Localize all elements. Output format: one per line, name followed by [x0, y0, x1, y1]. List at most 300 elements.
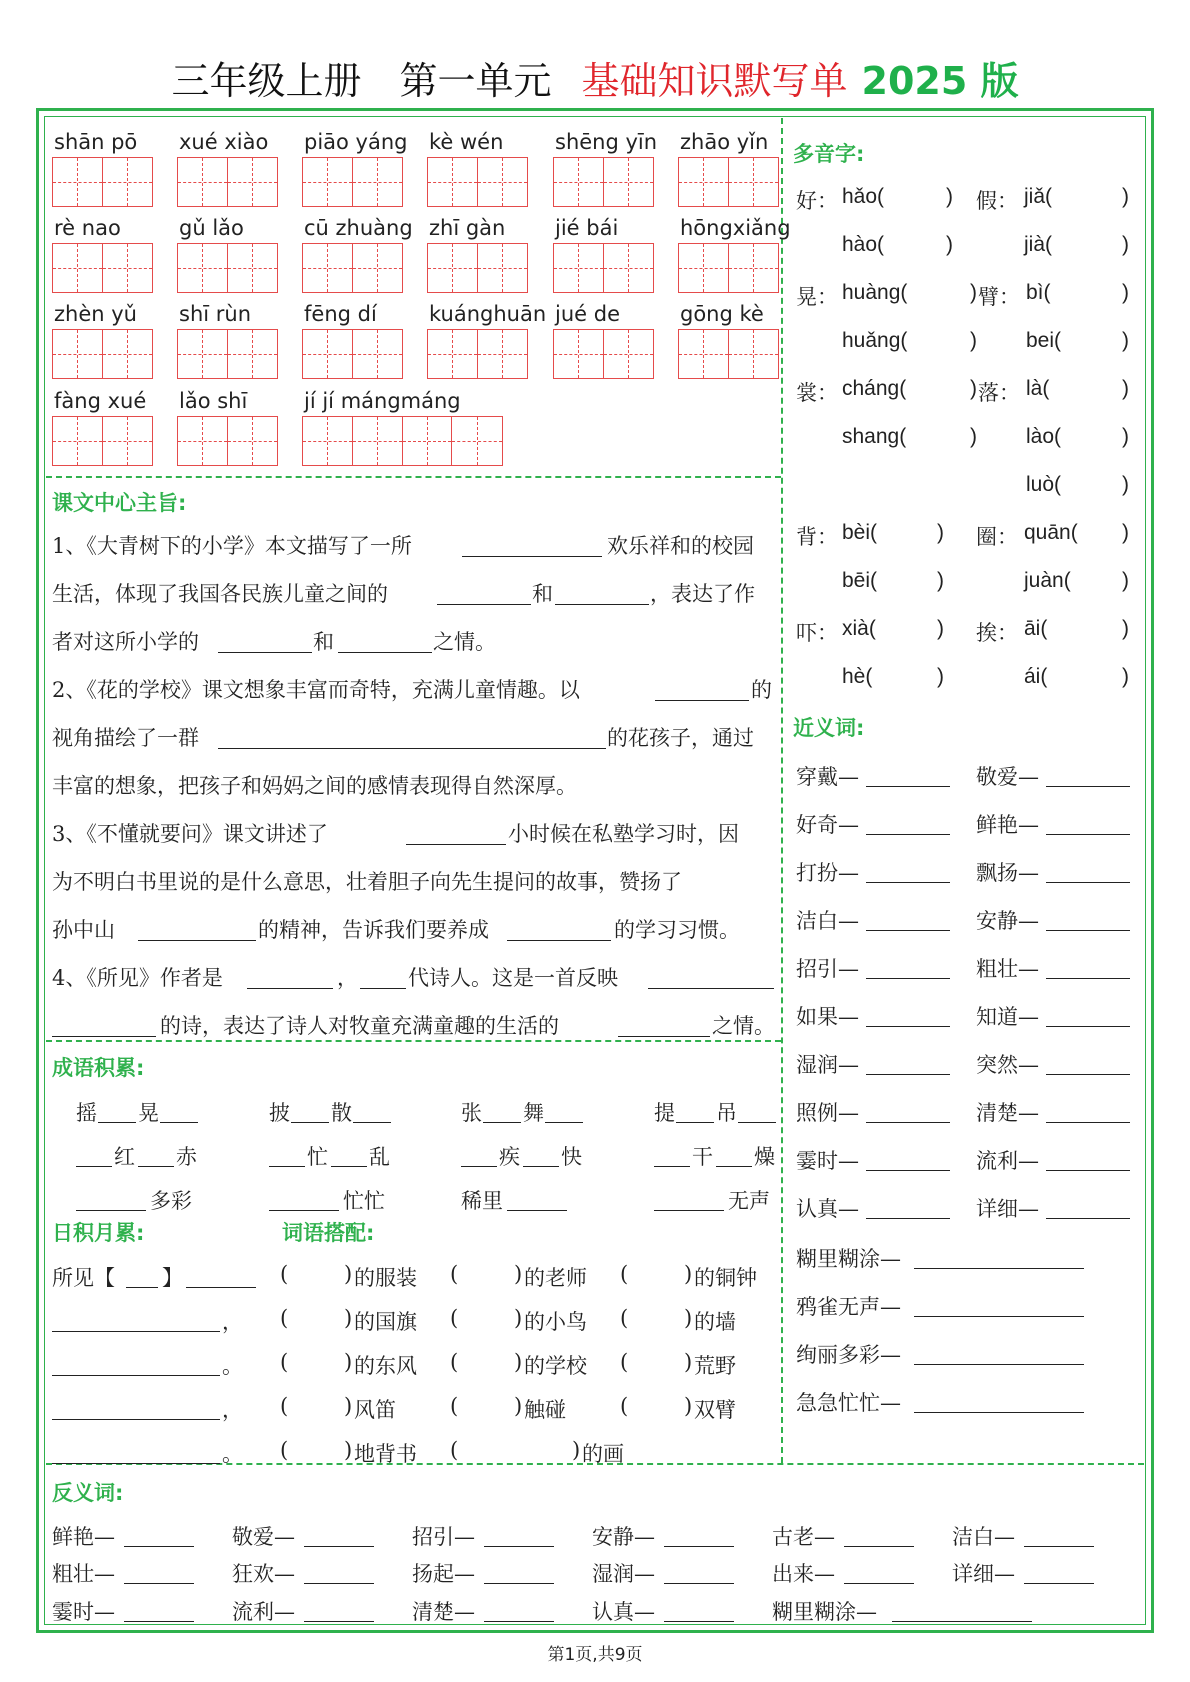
jinyi-blank[interactable] [866, 978, 950, 979]
duoyin-reading: hè( [842, 665, 873, 688]
jinyi-blank[interactable] [866, 1074, 950, 1075]
writing-cell[interactable] [679, 158, 729, 206]
riji-line[interactable] [52, 1331, 220, 1332]
duoyin-paren: ) [937, 617, 944, 640]
duoyin-reading: huàng( [842, 281, 908, 304]
jinyi-blank[interactable] [1046, 786, 1130, 787]
duoyin-reading: huǎng( [842, 329, 908, 352]
jinyi-word: 穿戴— [796, 765, 859, 789]
fanyi-blank[interactable] [844, 1583, 914, 1584]
jinyi-blank[interactable] [1046, 1074, 1130, 1075]
duoyin-paren: ) [937, 521, 944, 544]
duoyin-paren: ) [1122, 233, 1129, 256]
kewen-text: 的花孩子，通过 [607, 726, 754, 750]
writing-grid[interactable] [427, 329, 528, 379]
duoyin-char: 假： [976, 190, 1018, 213]
writing-cell[interactable] [228, 244, 278, 292]
fanyi-blank[interactable] [1024, 1546, 1094, 1547]
jinyi-blank[interactable] [866, 1170, 950, 1171]
kewen-text: 之情。 [433, 630, 496, 654]
writing-cell[interactable] [729, 158, 779, 206]
fanyi-blank[interactable] [484, 1546, 554, 1547]
section-chengyu: 成语积累: [52, 1056, 145, 1080]
jinyi-blank[interactable] [1046, 930, 1130, 931]
jinyi-blank[interactable] [914, 1268, 1084, 1269]
pinyin-label: fēng dí [304, 302, 377, 326]
writing-cell[interactable] [103, 158, 153, 206]
chengyu-char: 晃 [138, 1101, 159, 1125]
riji-line[interactable] [52, 1463, 220, 1464]
kewen-blank[interactable] [338, 652, 432, 653]
pinyin-label: jué de [555, 302, 620, 326]
fanyi-blank[interactable] [1024, 1583, 1094, 1584]
duoyin-reading: bèi( [842, 521, 878, 544]
kewen-text: 代诗人。这是一首反映 [408, 966, 618, 990]
writing-cell[interactable] [53, 158, 103, 206]
dapei-word: 的服装 [354, 1266, 417, 1290]
kewen-blank[interactable] [648, 988, 774, 989]
writing-grid[interactable] [553, 243, 654, 293]
jinyi-blank[interactable] [866, 1218, 950, 1219]
chengyu-blank[interactable] [483, 1122, 521, 1123]
jinyi-word: 流利— [976, 1149, 1039, 1173]
chengyu-blank[interactable] [523, 1166, 559, 1167]
duoyin-char: 晃： [796, 286, 838, 309]
chengyu-blank[interactable] [353, 1122, 391, 1123]
duoyin-paren: ) [1122, 377, 1129, 400]
duoyin-paren: ) [1122, 425, 1129, 448]
writing-cell[interactable] [228, 158, 278, 206]
pinyin-label: zhāo yǐn [680, 130, 769, 154]
chengyu-char: 乱 [369, 1145, 390, 1169]
jinyi-blank[interactable] [914, 1316, 1084, 1317]
writing-grid[interactable] [177, 243, 278, 293]
dapei-word: 的画 [582, 1442, 624, 1466]
kewen-text: 的 [751, 678, 772, 702]
fanyi-word: 粗壮— [52, 1562, 115, 1586]
chengyu-blank[interactable] [676, 1122, 714, 1123]
duoyin-paren: ) [946, 233, 953, 256]
riji-punct: ， [222, 1398, 243, 1422]
fanyi-word: 敬爱— [232, 1525, 295, 1549]
pinyin-label: piāo yáng [304, 130, 408, 154]
duoyin-char: 圈： [976, 526, 1018, 549]
writing-cell[interactable] [428, 244, 478, 292]
jinyi-blank[interactable] [866, 930, 950, 931]
dapei-word: 的墙 [694, 1310, 736, 1334]
kewen-text: 丰富的想象，把孩子和妈妈之间的感情表现得自然深厚。 [52, 774, 577, 798]
duoyin-char: 臂： [978, 286, 1020, 309]
kewen-text: 2、《花的学校》课文想象丰富而奇特，充满儿童情趣。以 [52, 678, 580, 702]
dapei-paren: ( [620, 1350, 629, 1374]
writing-cell[interactable] [103, 330, 153, 378]
writing-grid[interactable] [678, 157, 779, 207]
dapei-word: 的东风 [354, 1354, 417, 1378]
writing-cell[interactable] [178, 244, 228, 292]
duoyin-char: 好： [796, 190, 838, 213]
kewen-text: 的精神，告诉我们要养成 [258, 918, 489, 942]
jinyi-blank[interactable] [866, 1026, 950, 1027]
jinyi-word: 鲜艳— [976, 813, 1039, 837]
writing-grid[interactable] [678, 329, 779, 379]
fanyi-blank[interactable] [124, 1546, 194, 1547]
riji-blank[interactable] [126, 1287, 158, 1288]
fanyi-blank[interactable] [304, 1621, 374, 1622]
fanyi-blank[interactable] [664, 1583, 734, 1584]
riji-punct: ， [222, 1310, 243, 1334]
fanyi-blank[interactable] [664, 1546, 734, 1547]
fanyi-word: 认真— [592, 1600, 655, 1624]
fanyi-blank[interactable] [124, 1583, 194, 1584]
chengyu-char: 吊 [716, 1101, 737, 1125]
divider-kewen [46, 1040, 781, 1042]
jinyi-blank[interactable] [914, 1364, 1084, 1365]
duoyin-reading: jià( [1024, 233, 1053, 256]
fanyi-blank[interactable] [124, 1621, 194, 1622]
writing-cell[interactable] [452, 417, 502, 465]
kewen-text: 的学习习惯。 [614, 918, 740, 942]
dapei-word: 风笛 [354, 1398, 396, 1422]
kewen-text: ， [337, 966, 358, 990]
dapei-paren: ) [344, 1438, 353, 1462]
jinyi-word: 打扮— [796, 861, 859, 885]
writing-cell[interactable] [353, 417, 403, 465]
duoyin-char: 落： [978, 382, 1020, 405]
kewen-text: 欢乐祥和的校园 [607, 534, 754, 558]
kewen-blank[interactable] [218, 748, 606, 749]
writing-cell[interactable] [428, 330, 478, 378]
fanyi-blank[interactable] [844, 1546, 914, 1547]
writing-cell[interactable] [554, 158, 604, 206]
kewen-blank[interactable] [52, 1036, 156, 1037]
jinyi-blank[interactable] [1046, 882, 1130, 883]
dapei-paren: ) [514, 1394, 523, 1418]
duoyin-char: 背： [796, 526, 838, 549]
writing-cell[interactable] [428, 158, 478, 206]
dapei-paren: ) [344, 1350, 353, 1374]
riji-line[interactable] [52, 1375, 220, 1376]
chengyu-blank[interactable] [654, 1166, 690, 1167]
jinyi-word: 突然— [976, 1053, 1039, 1077]
writing-grid[interactable] [302, 416, 503, 466]
kewen-blank[interactable] [360, 988, 406, 989]
duoyin-paren: ) [970, 281, 977, 304]
chengyu-blank[interactable] [507, 1210, 567, 1211]
writing-cell[interactable] [554, 330, 604, 378]
duoyin-paren: ) [970, 377, 977, 400]
chengyu-char: 赤 [176, 1145, 197, 1169]
writing-grid[interactable] [52, 329, 153, 379]
dapei-paren: ( [450, 1306, 459, 1330]
writing-grid[interactable] [177, 416, 278, 466]
duoyin-paren: ) [937, 569, 944, 592]
writing-cell[interactable] [303, 158, 353, 206]
kewen-blank[interactable] [437, 604, 531, 605]
dapei-word: 触碰 [524, 1398, 566, 1422]
fanyi-word: 扬起— [412, 1562, 475, 1586]
jinyi-blank[interactable] [1046, 1170, 1130, 1171]
title-subject: 基础知识默写单 [581, 59, 848, 103]
chengyu-blank[interactable] [138, 1166, 174, 1167]
fanyi-blank[interactable] [484, 1583, 554, 1584]
chengyu-blank[interactable] [269, 1166, 305, 1167]
jinyi-blank[interactable] [866, 882, 950, 883]
kewen-text: 4、《所见》作者是 [52, 966, 223, 990]
writing-cell[interactable] [303, 330, 353, 378]
chengyu-blank[interactable] [654, 1210, 724, 1211]
writing-grid[interactable] [302, 243, 403, 293]
writing-cell[interactable] [303, 417, 353, 465]
fanyi-blank[interactable] [664, 1621, 734, 1622]
jinyi-blank[interactable] [866, 786, 950, 787]
divider-pinyin [46, 476, 781, 478]
chengyu-char: 张 [461, 1101, 482, 1125]
duoyin-reading: shang( [842, 425, 907, 448]
dapei-paren: ( [620, 1262, 629, 1286]
dapei-paren: ( [450, 1262, 459, 1286]
jinyi-word: 安静— [976, 909, 1039, 933]
pinyin-label: kè wén [429, 130, 504, 154]
duoyin-reading: bēi( [842, 569, 878, 592]
chengyu-blank[interactable] [331, 1166, 367, 1167]
pinyin-label: jí jí mángmáng [304, 389, 461, 413]
chengyu-blank[interactable] [269, 1210, 339, 1211]
duoyin-reading: ái( [1024, 665, 1048, 688]
dapei-paren: ) [344, 1394, 353, 1418]
writing-cell[interactable] [478, 244, 528, 292]
chengyu-char: 稀里 [461, 1189, 503, 1213]
writing-cell[interactable] [478, 330, 528, 378]
section-fanyi: 反义词: [52, 1481, 124, 1505]
dapei-word: 双臂 [694, 1398, 736, 1422]
jinyi-word: 招引— [796, 957, 859, 981]
writing-cell[interactable] [353, 244, 403, 292]
jinyi-blank[interactable] [1046, 1218, 1130, 1219]
chengyu-blank[interactable] [76, 1166, 112, 1167]
writing-grid[interactable] [678, 243, 779, 293]
jinyi-blank[interactable] [1046, 834, 1130, 835]
jinyi-blank[interactable] [1046, 1122, 1130, 1123]
pinyin-label: cū zhuàng [304, 216, 413, 240]
fanyi-blank[interactable] [304, 1546, 374, 1547]
riji-suffix: 】 [162, 1266, 183, 1290]
kewen-blank[interactable] [138, 940, 256, 941]
chengyu-blank[interactable] [160, 1122, 198, 1123]
writing-cell[interactable] [178, 417, 228, 465]
chengyu-blank[interactable] [716, 1166, 752, 1167]
riji-prefix: 所见【 [52, 1266, 115, 1290]
pinyin-label: zhèn yǔ [54, 302, 137, 326]
kewen-blank[interactable] [555, 604, 649, 605]
duoyin-paren: ) [937, 665, 944, 688]
kewen-text: ，表达了作 [650, 582, 755, 606]
writing-grid[interactable] [553, 157, 654, 207]
kewen-text: 和 [532, 582, 553, 606]
writing-cell[interactable] [353, 158, 403, 206]
kewen-text: 者对这所小学的 [52, 630, 199, 654]
jinyi-blank[interactable] [866, 1122, 950, 1123]
fanyi-word: 招引— [412, 1525, 475, 1549]
dapei-word: 的国旗 [354, 1310, 417, 1334]
chengyu-blank[interactable] [291, 1122, 329, 1123]
chengyu-char: 干 [692, 1145, 713, 1169]
writing-grid[interactable] [302, 329, 403, 379]
fanyi-word: 湿润— [592, 1562, 655, 1586]
riji-line[interactable] [52, 1419, 220, 1420]
fanyi-word: 出来— [772, 1562, 835, 1586]
writing-cell[interactable] [53, 330, 103, 378]
writing-grid[interactable] [52, 157, 153, 207]
writing-cell[interactable] [103, 417, 153, 465]
kewen-blank[interactable] [218, 652, 312, 653]
duoyin-paren: ) [1122, 473, 1129, 496]
writing-cell[interactable] [729, 330, 779, 378]
section-jinyi: 近义词: [793, 716, 865, 740]
writing-grid[interactable] [177, 329, 278, 379]
writing-cell[interactable] [178, 330, 228, 378]
writing-grid[interactable] [427, 243, 528, 293]
dapei-paren: ( [280, 1306, 289, 1330]
pinyin-label: xué xiào [179, 130, 269, 154]
writing-cell[interactable] [53, 417, 103, 465]
kewen-blank[interactable] [507, 940, 611, 941]
dapei-paren: ) [684, 1350, 693, 1374]
duoyin-reading: āi( [1024, 617, 1048, 640]
jinyi-word: 糊里糊涂— [796, 1247, 901, 1271]
section-kewen: 课文中心主旨: [52, 491, 187, 515]
fanyi-word: 安静— [592, 1525, 655, 1549]
pinyin-label: gǔ lǎo [179, 216, 244, 240]
writing-cell[interactable] [679, 330, 729, 378]
writing-cell[interactable] [729, 244, 779, 292]
writing-cell[interactable] [178, 158, 228, 206]
fanyi-word: 清楚— [412, 1600, 475, 1624]
jinyi-word: 粗壮— [976, 957, 1039, 981]
fanyi-blank[interactable] [304, 1583, 374, 1584]
jinyi-blank[interactable] [866, 834, 950, 835]
dapei-paren: ) [684, 1394, 693, 1418]
fanyi-word: 古老— [772, 1525, 835, 1549]
duoyin-reading: bì( [1026, 281, 1051, 304]
writing-cell[interactable] [554, 244, 604, 292]
chengyu-char: 快 [561, 1145, 582, 1169]
kewen-blank[interactable] [406, 844, 506, 845]
chengyu-blank[interactable] [76, 1210, 146, 1211]
writing-cell[interactable] [228, 417, 278, 465]
writing-cell[interactable] [228, 330, 278, 378]
dapei-paren: ) [344, 1262, 353, 1286]
writing-grid[interactable] [52, 416, 153, 466]
riji-blank[interactable] [186, 1287, 256, 1288]
writing-cell[interactable] [103, 244, 153, 292]
jinyi-word: 认真— [796, 1197, 859, 1221]
writing-grid[interactable] [52, 243, 153, 293]
writing-grid[interactable] [177, 157, 278, 207]
page-footer: 第1页,共9页 [547, 1645, 643, 1665]
duoyin-reading: là( [1026, 377, 1050, 400]
dapei-word: 的学校 [524, 1354, 587, 1378]
fanyi-blank[interactable] [892, 1621, 1032, 1622]
writing-cell[interactable] [604, 330, 654, 378]
pinyin-label: jié bái [555, 216, 619, 240]
chengyu-blank[interactable] [545, 1122, 583, 1123]
kewen-blank[interactable] [247, 988, 333, 989]
jinyi-blank[interactable] [914, 1412, 1084, 1413]
writing-cell[interactable] [604, 158, 654, 206]
writing-cell[interactable] [353, 330, 403, 378]
chengyu-blank[interactable] [461, 1166, 497, 1167]
pinyin-label: rè nao [54, 216, 121, 240]
pinyin-label: fàng xué [54, 389, 147, 413]
dapei-paren: ( [620, 1394, 629, 1418]
dapei-paren: ( [450, 1394, 459, 1418]
writing-cell[interactable] [53, 244, 103, 292]
jinyi-blank[interactable] [1046, 978, 1130, 979]
kewen-blank[interactable] [655, 700, 749, 701]
section-duoyin: 多音字: [793, 142, 865, 166]
writing-cell[interactable] [303, 244, 353, 292]
dapei-paren: ) [514, 1350, 523, 1374]
writing-grid[interactable] [302, 157, 403, 207]
chengyu-blank[interactable] [98, 1122, 136, 1123]
kewen-blank[interactable] [618, 1036, 710, 1037]
pinyin-label: kuánghuān [429, 302, 547, 326]
duoyin-reading: lào( [1026, 425, 1062, 448]
writing-cell[interactable] [478, 158, 528, 206]
duoyin-reading: cháng( [842, 377, 907, 400]
jinyi-word: 清楚— [976, 1101, 1039, 1125]
title-grade: 三年级上册 第一单元 [171, 59, 552, 103]
duoyin-paren: ) [1122, 521, 1129, 544]
dapei-paren: ( [620, 1306, 629, 1330]
writing-grid[interactable] [553, 329, 654, 379]
pinyin-label: gōng kè [680, 302, 764, 326]
pinyin-label: shēng yīn [555, 130, 658, 154]
kewen-text: 之情。 [712, 1014, 775, 1038]
section-dapei: 词语搭配: [282, 1221, 375, 1245]
chengyu-char: 忙 [307, 1145, 328, 1169]
kewen-text: 3、《不懂就要问》课文讲述了 [52, 822, 328, 846]
dapei-word: 的小鸟 [524, 1310, 587, 1334]
fanyi-blank[interactable] [484, 1621, 554, 1622]
chengyu-blank[interactable] [738, 1122, 776, 1123]
duoyin-paren: ) [970, 425, 977, 448]
fanyi-word: 洁白— [952, 1525, 1015, 1549]
dapei-paren: ) [572, 1438, 581, 1462]
duoyin-paren: ) [946, 185, 953, 208]
chengyu-char: 红 [114, 1145, 135, 1169]
chengyu-char: 燥 [754, 1145, 775, 1169]
dapei-paren: ( [280, 1262, 289, 1286]
fanyi-word: 糊里糊涂— [772, 1600, 877, 1624]
writing-grid[interactable] [427, 157, 528, 207]
duoyin-reading: xià( [842, 617, 876, 640]
jinyi-blank[interactable] [1046, 1026, 1130, 1027]
chengyu-char: 忙忙 [343, 1189, 385, 1213]
jinyi-word: 鸦雀无声— [796, 1295, 901, 1319]
jinyi-word: 绚丽多彩— [796, 1343, 901, 1367]
pinyin-label: shī rùn [179, 302, 252, 326]
writing-cell[interactable] [679, 244, 729, 292]
dapei-paren: ( [280, 1394, 289, 1418]
pinyin-label: hōngxiǎng [680, 216, 791, 240]
kewen-blank[interactable] [462, 556, 602, 557]
writing-cell[interactable] [604, 244, 654, 292]
jinyi-word: 敬爱— [976, 765, 1039, 789]
kewen-text: 和 [313, 630, 334, 654]
writing-cell[interactable] [403, 417, 453, 465]
jinyi-word: 飘扬— [976, 861, 1039, 885]
